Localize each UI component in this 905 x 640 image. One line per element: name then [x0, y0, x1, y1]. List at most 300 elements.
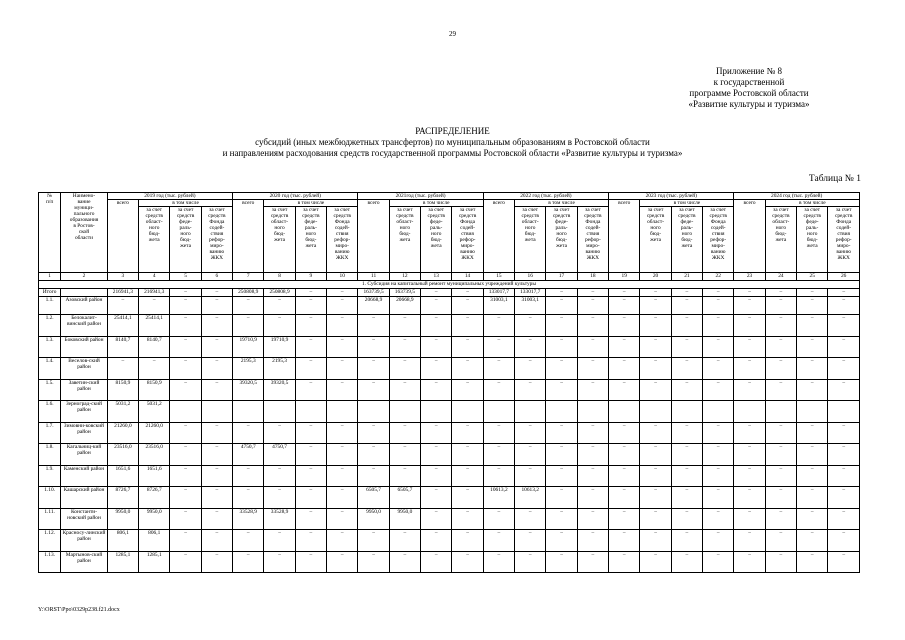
header-subcolumn: за счет средств феде- раль- ного бюд- жета: [295, 207, 326, 273]
value-cell: –: [452, 422, 483, 444]
header-subcolumn: за счет средств област- ного бюд- жета: [389, 207, 420, 273]
value-cell: –: [703, 315, 734, 337]
value-cell: –: [201, 336, 232, 358]
value-cell: –: [515, 315, 546, 337]
value-cell: –: [327, 379, 358, 401]
value-cell: –: [765, 315, 796, 337]
value-cell: –: [389, 465, 420, 487]
header-subcolumn: за счет средств област- ного бюд- жета: [139, 207, 170, 273]
value-cell: –: [452, 444, 483, 466]
value-cell: –: [797, 444, 828, 466]
header-subcolumn: за счет средств Фонда содей- ствия рефор- миро- ванию ЖКХ: [703, 207, 734, 273]
value-cell: –: [640, 297, 671, 315]
value-cell: –: [609, 358, 640, 380]
value-cell: 20668,9: [389, 297, 420, 315]
value-cell: –: [577, 530, 608, 552]
value-cell: –: [546, 508, 577, 530]
value-cell: –: [201, 551, 232, 573]
value-cell: –: [671, 315, 702, 337]
value-cell: [703, 401, 734, 423]
value-cell: –: [765, 358, 796, 380]
value-cell: –: [452, 336, 483, 358]
value-cell: –: [233, 551, 264, 573]
municipality-name: Заветин-ский район: [61, 379, 108, 401]
municipality-name: Красносу-линский район: [61, 530, 108, 552]
value-cell: 2195,3: [264, 358, 295, 380]
table-row: [39, 358, 860, 380]
value-cell: –: [577, 444, 608, 466]
file-path: Y:\ORST\Ppo\0329p238.f21.docx: [38, 607, 120, 613]
value-cell: –: [295, 530, 326, 552]
appendix-line: «Развитие культуры и туризма»: [688, 99, 810, 109]
header-subcolumn: за счет средств феде- раль- ного бюд- жета: [546, 207, 577, 273]
value-cell: –: [609, 289, 640, 297]
value-cell: [640, 401, 671, 423]
value-cell: –: [233, 422, 264, 444]
value-cell: –: [201, 444, 232, 466]
value-cell: –: [765, 530, 796, 552]
value-cell: –: [515, 358, 546, 380]
value-cell: –: [201, 297, 232, 315]
value-cell: –: [640, 508, 671, 530]
value-cell: –: [546, 289, 577, 297]
value-cell: –: [515, 530, 546, 552]
value-cell: –: [358, 530, 389, 552]
value-cell: 5031,2: [107, 401, 138, 423]
header-year: 2022 год (тыс. рублей): [483, 193, 608, 200]
value-cell: 163739,5: [358, 289, 389, 297]
header-subcolumn: за счет средств Фонда содей- ствия рефор- миро- ванию ЖКХ: [201, 207, 232, 273]
value-cell: 9950,0: [358, 508, 389, 530]
value-cell: –: [483, 379, 514, 401]
value-cell: –: [389, 379, 420, 401]
value-cell: –: [452, 530, 483, 552]
value-cell: –: [609, 422, 640, 444]
value-cell: –: [828, 551, 860, 573]
value-cell: [828, 401, 860, 423]
value-cell: 39320,5: [233, 379, 264, 401]
value-cell: [452, 401, 483, 423]
value-cell: –: [671, 508, 702, 530]
value-cell: 19710,9: [233, 336, 264, 358]
municipality-name: Боковский район: [61, 336, 108, 358]
value-cell: –: [452, 358, 483, 380]
row-number: 1.9.: [39, 465, 61, 487]
header-including: в том числе: [264, 200, 358, 207]
heading-title: РАСПРЕДЕЛЕНИЕ: [415, 126, 490, 136]
value-cell: –: [295, 551, 326, 573]
value-cell: –: [358, 422, 389, 444]
value-cell: 133017,7: [483, 289, 514, 297]
value-cell: –: [609, 297, 640, 315]
value-cell: –: [671, 551, 702, 573]
value-cell: –: [640, 444, 671, 466]
value-cell: –: [797, 315, 828, 337]
value-cell: –: [483, 444, 514, 466]
value-cell: –: [170, 379, 201, 401]
value-cell: [765, 401, 796, 423]
value-cell: –: [233, 315, 264, 337]
value-cell: –: [734, 379, 765, 401]
value-cell: 806,1: [139, 530, 170, 552]
value-cell: –: [295, 422, 326, 444]
header-including: в том числе: [139, 200, 233, 207]
table-row: [39, 465, 860, 487]
column-number: 18: [577, 273, 608, 281]
value-cell: –: [828, 465, 860, 487]
value-cell: 1651,6: [139, 465, 170, 487]
value-cell: –: [797, 487, 828, 509]
value-cell: –: [452, 297, 483, 315]
value-cell: –: [609, 487, 640, 509]
value-cell: [671, 401, 702, 423]
value-cell: –: [421, 379, 452, 401]
value-cell: –: [389, 530, 420, 552]
value-cell: –: [828, 289, 860, 297]
value-cell: –: [734, 289, 765, 297]
value-cell: –: [452, 379, 483, 401]
value-cell: 1285,1: [139, 551, 170, 573]
value-cell: –: [233, 465, 264, 487]
value-cell: –: [734, 336, 765, 358]
value-cell: –: [421, 358, 452, 380]
heading-line: субсидий (иных межбюджетных трансфертов) по муниципальным образованиям в Ростовской области: [255, 137, 650, 147]
value-cell: –: [515, 336, 546, 358]
value-cell: –: [577, 422, 608, 444]
value-cell: 8726,7: [139, 487, 170, 509]
value-cell: [734, 401, 765, 423]
header-year: 2020 год (тыс. рублей): [233, 193, 358, 200]
value-cell: –: [483, 358, 514, 380]
value-cell: –: [515, 508, 546, 530]
value-cell: –: [170, 315, 201, 337]
table-row: [39, 444, 860, 466]
municipality-name: [61, 289, 108, 297]
row-number: 1.4.: [39, 358, 61, 380]
value-cell: –: [734, 358, 765, 380]
value-cell: [170, 401, 201, 423]
value-cell: –: [609, 336, 640, 358]
document-heading: [0, 126, 905, 159]
value-cell: –: [295, 465, 326, 487]
value-cell: –: [483, 530, 514, 552]
value-cell: 33528,9: [233, 508, 264, 530]
value-cell: –: [765, 422, 796, 444]
value-cell: –: [577, 508, 608, 530]
value-cell: –: [797, 530, 828, 552]
value-cell: 23516,0: [107, 444, 138, 466]
value-cell: –: [107, 297, 138, 315]
value-cell: –: [201, 465, 232, 487]
value-cell: [201, 401, 232, 423]
value-cell: –: [577, 379, 608, 401]
value-cell: 1651,6: [107, 465, 138, 487]
column-number: 25: [797, 273, 828, 281]
header-subcolumn: за счет средств феде- раль- ного бюд- жета: [671, 207, 702, 273]
value-cell: –: [734, 444, 765, 466]
column-number: 26: [828, 273, 860, 281]
value-cell: –: [421, 530, 452, 552]
value-cell: –: [421, 289, 452, 297]
value-cell: –: [765, 336, 796, 358]
value-cell: –: [546, 379, 577, 401]
municipality-name: Константи-новский район: [61, 508, 108, 530]
value-cell: –: [327, 551, 358, 573]
value-cell: –: [201, 530, 232, 552]
value-cell: 6505,7: [358, 487, 389, 509]
header-subcolumn: за счет средств област- ного бюд- жета: [640, 207, 671, 273]
value-cell: –: [264, 530, 295, 552]
table-row: [39, 336, 860, 358]
value-cell: –: [546, 297, 577, 315]
municipality-name: Азовский район: [61, 297, 108, 315]
value-cell: –: [421, 508, 452, 530]
header-year: 2023 год (тыс. рублей): [609, 193, 734, 200]
value-cell: –: [703, 444, 734, 466]
value-cell: –: [389, 551, 420, 573]
distribution-table: [38, 192, 860, 573]
column-number: 4: [139, 273, 170, 281]
value-cell: 39320,5: [264, 379, 295, 401]
table-row: [39, 401, 860, 423]
header-subcolumn: за счет средств област- ного бюд- жета: [515, 207, 546, 273]
value-cell: [295, 401, 326, 423]
value-cell: 25414,1: [107, 315, 138, 337]
value-cell: [483, 401, 514, 423]
municipality-name: Белокалит-винский район: [61, 315, 108, 337]
value-cell: –: [483, 422, 514, 444]
value-cell: –: [734, 508, 765, 530]
value-cell: –: [828, 530, 860, 552]
value-cell: –: [546, 444, 577, 466]
value-cell: –: [703, 336, 734, 358]
value-cell: –: [201, 315, 232, 337]
value-cell: 216941,3: [107, 289, 138, 297]
value-cell: [421, 401, 452, 423]
value-cell: –: [734, 422, 765, 444]
value-cell: –: [170, 508, 201, 530]
value-cell: –: [107, 358, 138, 380]
value-cell: 806,1: [107, 530, 138, 552]
value-cell: –: [170, 551, 201, 573]
column-number: 14: [452, 273, 483, 281]
value-cell: –: [546, 465, 577, 487]
header-total: всего: [483, 200, 514, 273]
row-number: 1.5.: [39, 379, 61, 401]
header-including: в том числе: [389, 200, 483, 207]
value-cell: –: [828, 297, 860, 315]
table-row: [39, 315, 860, 337]
value-cell: 8140,7: [107, 336, 138, 358]
value-cell: 10613,2: [483, 487, 514, 509]
header-subcolumn: за счет средств феде- раль- ного бюд- жета: [170, 207, 201, 273]
value-cell: –: [421, 315, 452, 337]
value-cell: –: [295, 444, 326, 466]
value-cell: –: [389, 358, 420, 380]
row-number: 1.13.: [39, 551, 61, 573]
municipality-name: Веселов-ский район: [61, 358, 108, 380]
column-number: 24: [765, 273, 796, 281]
value-cell: –: [452, 315, 483, 337]
value-cell: –: [201, 422, 232, 444]
value-cell: –: [797, 465, 828, 487]
column-number: 21: [671, 273, 702, 281]
value-cell: –: [671, 297, 702, 315]
value-cell: –: [640, 551, 671, 573]
value-cell: –: [546, 487, 577, 509]
header-subcolumn: за счет средств Фонда содей- ствия рефор- миро- ванию ЖКХ: [577, 207, 608, 273]
value-cell: –: [170, 358, 201, 380]
value-cell: [546, 401, 577, 423]
value-cell: –: [765, 379, 796, 401]
column-number: 6: [201, 273, 232, 281]
value-cell: –: [546, 315, 577, 337]
value-cell: –: [577, 358, 608, 380]
value-cell: –: [703, 297, 734, 315]
header-subcolumn: за счет средств феде- раль- ного бюд- жета: [797, 207, 828, 273]
value-cell: –: [828, 487, 860, 509]
value-cell: –: [483, 315, 514, 337]
value-cell: –: [671, 422, 702, 444]
value-cell: –: [734, 315, 765, 337]
header-total: всего: [233, 200, 264, 273]
value-cell: –: [671, 379, 702, 401]
table-label: Таблица № 1: [808, 174, 861, 184]
value-cell: –: [703, 530, 734, 552]
value-cell: 21260,0: [139, 422, 170, 444]
page-number: 29: [449, 30, 456, 38]
value-cell: –: [515, 465, 546, 487]
value-cell: –: [797, 297, 828, 315]
value-cell: –: [797, 336, 828, 358]
value-cell: –: [327, 422, 358, 444]
value-cell: –: [452, 508, 483, 530]
value-cell: –: [703, 289, 734, 297]
value-cell: –: [577, 465, 608, 487]
value-cell: 4750,7: [233, 444, 264, 466]
value-cell: –: [828, 379, 860, 401]
header-including: в том числе: [640, 200, 734, 207]
value-cell: –: [828, 422, 860, 444]
row-number: 1.8.: [39, 444, 61, 466]
value-cell: –: [797, 508, 828, 530]
value-cell: 9950,0: [107, 508, 138, 530]
value-cell: –: [765, 487, 796, 509]
value-cell: –: [640, 358, 671, 380]
column-number: 2: [61, 273, 108, 281]
municipality-name: Кагальниц-кий район: [61, 444, 108, 466]
value-cell: –: [828, 315, 860, 337]
value-cell: 25414,1: [139, 315, 170, 337]
value-cell: –: [671, 465, 702, 487]
value-cell: –: [295, 379, 326, 401]
value-cell: –: [828, 444, 860, 466]
value-cell: 19710,9: [264, 336, 295, 358]
value-cell: 21260,0: [107, 422, 138, 444]
header-including: в том числе: [515, 200, 609, 207]
value-cell: [233, 401, 264, 423]
value-cell: 8150,9: [107, 379, 138, 401]
value-cell: –: [609, 444, 640, 466]
value-cell: 5031,2: [139, 401, 170, 423]
value-cell: –: [609, 508, 640, 530]
value-cell: [358, 401, 389, 423]
municipality-name: Мартынов-ский район: [61, 551, 108, 573]
value-cell: 163739,5: [389, 289, 420, 297]
municipality-name: Зимовни-ковский район: [61, 422, 108, 444]
table-row: [39, 422, 860, 444]
value-cell: –: [703, 465, 734, 487]
value-cell: 216941,3: [139, 289, 170, 297]
value-cell: –: [201, 358, 232, 380]
header-year: 2024 год (тыс. рублей): [734, 193, 860, 200]
row-number: 1.1.: [39, 297, 61, 315]
value-cell: –: [671, 358, 702, 380]
header-total: всего: [107, 200, 138, 273]
appendix-line: программе Ростовской области: [689, 88, 809, 98]
header-total: всего: [358, 200, 389, 273]
value-cell: –: [295, 297, 326, 315]
value-cell: –: [609, 315, 640, 337]
value-cell: –: [797, 289, 828, 297]
value-cell: –: [609, 465, 640, 487]
value-cell: –: [515, 444, 546, 466]
value-cell: –: [546, 530, 577, 552]
column-number: 10: [327, 273, 358, 281]
value-cell: –: [170, 289, 201, 297]
value-cell: –: [577, 315, 608, 337]
table-row: [39, 530, 860, 552]
value-cell: –: [233, 297, 264, 315]
header-municipality: Наимено- вание муници- пального образования в Ростов- ской области: [61, 193, 108, 273]
value-cell: –: [233, 530, 264, 552]
value-cell: –: [201, 487, 232, 509]
value-cell: 20668,9: [358, 297, 389, 315]
column-number: 17: [546, 273, 577, 281]
value-cell: –: [671, 289, 702, 297]
value-cell: –: [765, 297, 796, 315]
value-cell: –: [452, 289, 483, 297]
section-title: 1. Субсидия на капитальный ремонт муниципальных учреждений культуры: [39, 281, 860, 289]
value-cell: –: [170, 336, 201, 358]
value-cell: [797, 401, 828, 423]
value-cell: –: [421, 465, 452, 487]
value-cell: 10613,2: [515, 487, 546, 509]
table-row: [39, 487, 860, 509]
value-cell: [515, 401, 546, 423]
value-cell: –: [828, 508, 860, 530]
value-cell: –: [734, 465, 765, 487]
value-cell: –: [671, 530, 702, 552]
value-cell: 6505,7: [389, 487, 420, 509]
value-cell: –: [671, 444, 702, 466]
value-cell: –: [170, 422, 201, 444]
municipality-name: Кашарский район: [61, 487, 108, 509]
value-cell: 2195,3: [233, 358, 264, 380]
value-cell: –: [640, 336, 671, 358]
value-cell: –: [421, 551, 452, 573]
table-row: [39, 508, 860, 530]
value-cell: –: [734, 530, 765, 552]
value-cell: –: [389, 315, 420, 337]
header-subcolumn: за счет средств област- ного бюд- жета: [765, 207, 796, 273]
value-cell: 1285,1: [107, 551, 138, 573]
value-cell: –: [327, 289, 358, 297]
value-cell: –: [389, 336, 420, 358]
row-number: 1.2.: [39, 315, 61, 337]
header-total: всего: [734, 200, 765, 273]
value-cell: 33528,9: [264, 508, 295, 530]
